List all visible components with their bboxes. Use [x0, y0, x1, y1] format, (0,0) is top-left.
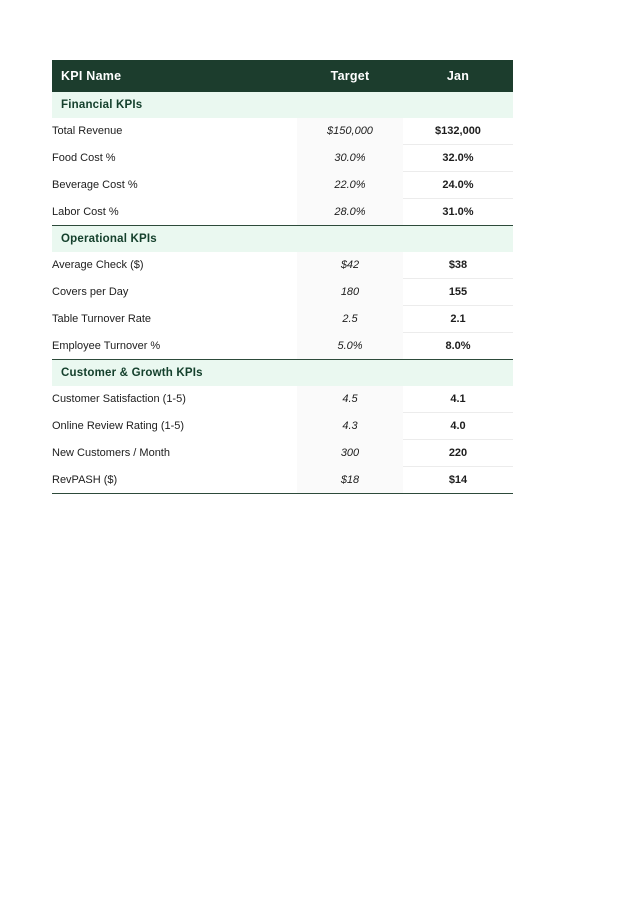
- cell-jan: $132,000: [403, 118, 513, 145]
- cell-filler: [513, 118, 620, 145]
- cell-kpi-name: Food Cost %: [52, 145, 297, 172]
- table-row[interactable]: [52, 306, 620, 333]
- cell-target: 5.0%: [297, 333, 403, 360]
- cell-kpi-name: New Customers / Month: [52, 440, 297, 467]
- cell-target: $18: [297, 467, 403, 494]
- header-row: [52, 60, 620, 92]
- table-row[interactable]: [52, 172, 620, 199]
- cell-jan: 2.1: [403, 306, 513, 333]
- table-row[interactable]: [52, 467, 620, 494]
- cell-filler: [513, 413, 620, 440]
- cell-kpi-name: Labor Cost %: [52, 199, 297, 226]
- cell-filler: [513, 279, 620, 306]
- section-header-row: [52, 92, 620, 118]
- section-filler: [513, 360, 620, 387]
- table-row[interactable]: [52, 440, 620, 467]
- cell-target: 28.0%: [297, 199, 403, 226]
- cell-jan: 32.0%: [403, 145, 513, 172]
- cell-jan: 4.1: [403, 386, 513, 413]
- table-row[interactable]: [52, 199, 620, 226]
- table-row[interactable]: [52, 145, 620, 172]
- section-filler: [513, 226, 620, 253]
- cell-jan: 220: [403, 440, 513, 467]
- cell-filler: [513, 199, 620, 226]
- cell-jan: 31.0%: [403, 199, 513, 226]
- table-row[interactable]: [52, 118, 620, 145]
- cell-jan: $14: [403, 467, 513, 494]
- section-header-row: [52, 226, 620, 253]
- cell-filler: [513, 172, 620, 199]
- kpi-table: [52, 60, 620, 494]
- cell-kpi-name: RevPASH ($): [52, 467, 297, 494]
- section-filler: [513, 92, 620, 118]
- cell-kpi-name: Beverage Cost %: [52, 172, 297, 199]
- column-header-target[interactable]: Target: [297, 60, 403, 92]
- table-row[interactable]: [52, 413, 620, 440]
- cell-filler: [513, 252, 620, 279]
- cell-target: $42: [297, 252, 403, 279]
- section-title: Operational KPIs: [52, 226, 513, 253]
- cell-filler: [513, 145, 620, 172]
- cell-jan: 4.0: [403, 413, 513, 440]
- cell-jan: 155: [403, 279, 513, 306]
- cell-kpi-name: Table Turnover Rate: [52, 306, 297, 333]
- section-title: Financial KPIs: [52, 92, 513, 118]
- cell-target: 4.3: [297, 413, 403, 440]
- table-row[interactable]: [52, 386, 620, 413]
- table-row[interactable]: [52, 333, 620, 360]
- cell-kpi-name: Average Check ($): [52, 252, 297, 279]
- cell-target: 30.0%: [297, 145, 403, 172]
- column-header-filler: [513, 60, 620, 92]
- cell-filler: [513, 306, 620, 333]
- table-row[interactable]: [52, 252, 620, 279]
- cell-filler: [513, 386, 620, 413]
- cell-jan: $38: [403, 252, 513, 279]
- cell-kpi-name: Customer Satisfaction (1-5): [52, 386, 297, 413]
- cell-target: 22.0%: [297, 172, 403, 199]
- column-header-jan[interactable]: Jan: [403, 60, 513, 92]
- cell-kpi-name: Covers per Day: [52, 279, 297, 306]
- cell-filler: [513, 467, 620, 494]
- cell-jan: 8.0%: [403, 333, 513, 360]
- cell-target: 300: [297, 440, 403, 467]
- cell-kpi-name: Total Revenue: [52, 118, 297, 145]
- cell-filler: [513, 440, 620, 467]
- table-header: [52, 60, 620, 92]
- cell-jan: 24.0%: [403, 172, 513, 199]
- cell-target: 4.5: [297, 386, 403, 413]
- cell-kpi-name: Online Review Rating (1-5): [52, 413, 297, 440]
- cell-kpi-name: Employee Turnover %: [52, 333, 297, 360]
- section-header-row: [52, 360, 620, 387]
- table-body: [52, 92, 620, 494]
- section-title: Customer & Growth KPIs: [52, 360, 513, 387]
- cell-target: $150,000: [297, 118, 403, 145]
- cell-filler: [513, 333, 620, 360]
- table-row[interactable]: [52, 279, 620, 306]
- cell-target: 2.5: [297, 306, 403, 333]
- cell-target: 180: [297, 279, 403, 306]
- column-header-kpi-name[interactable]: KPI Name: [52, 60, 297, 92]
